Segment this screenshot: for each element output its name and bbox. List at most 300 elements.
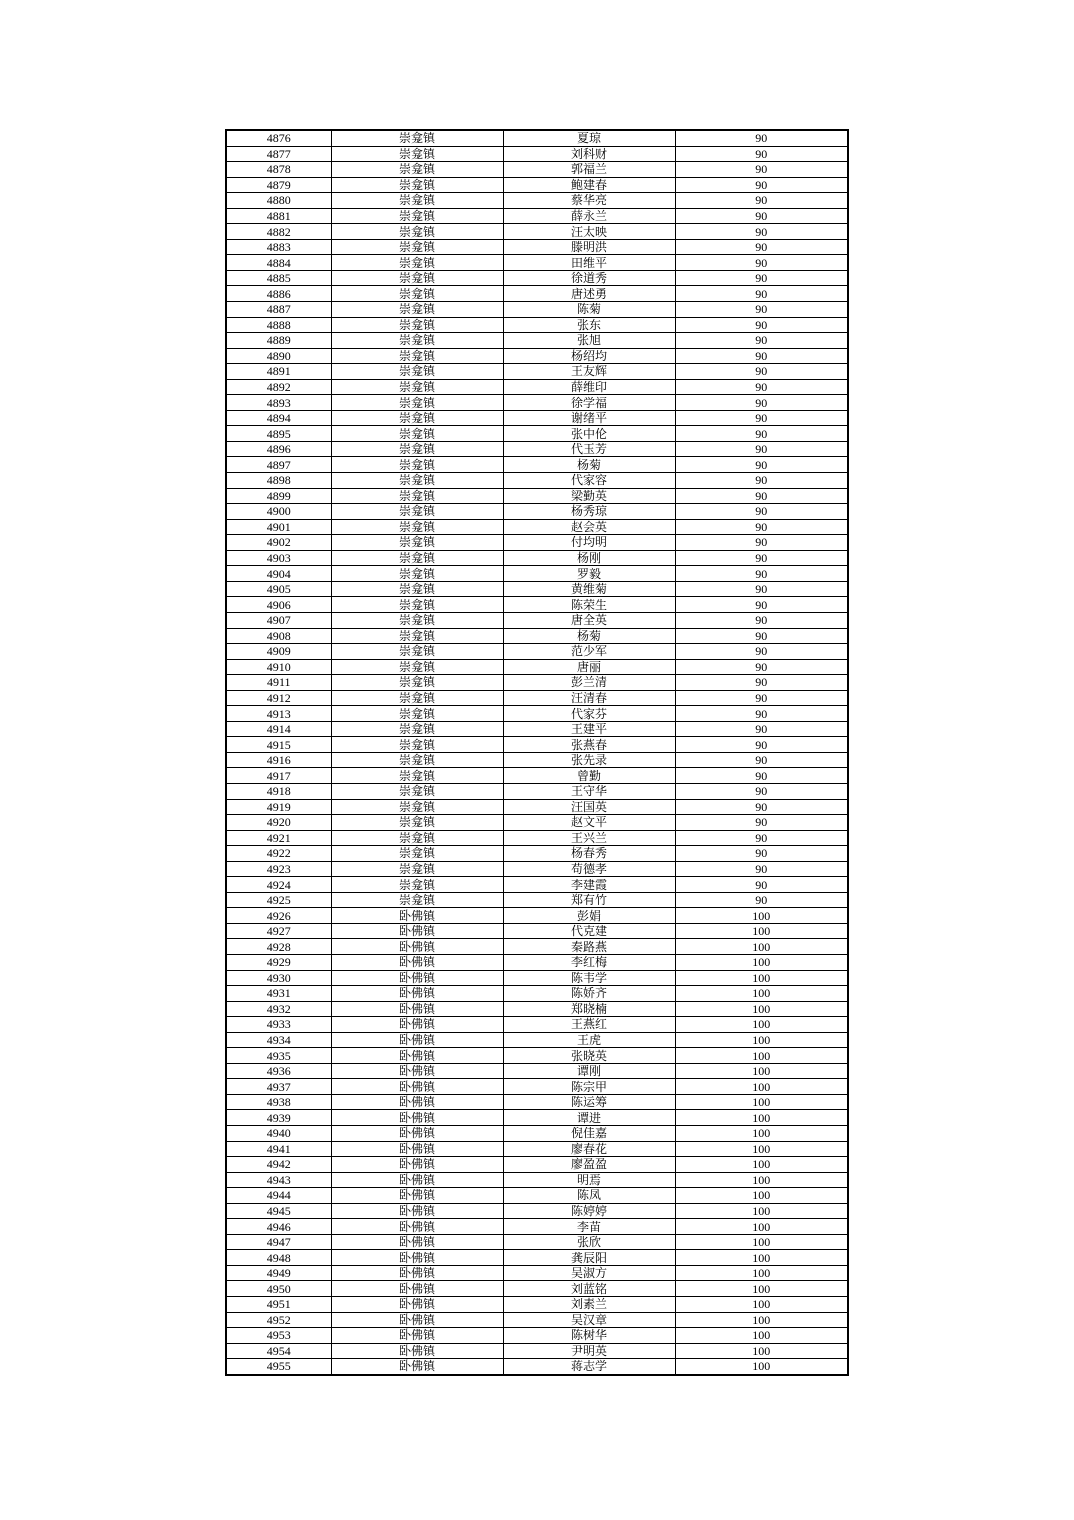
name-cell: 汪清春 (503, 690, 675, 706)
amount-cell: 100 (675, 1328, 848, 1344)
row-number-cell: 4917 (226, 768, 331, 784)
name-cell: 赵会英 (503, 519, 675, 535)
name-cell: 张东 (503, 317, 675, 333)
name-cell: 罗毅 (503, 566, 675, 582)
town-cell: 崇龛镇 (331, 566, 503, 582)
name-cell: 唐丽 (503, 659, 675, 675)
name-cell: 吴淑方 (503, 1265, 675, 1281)
town-cell: 卧佛镇 (331, 1126, 503, 1142)
town-cell: 崇龛镇 (331, 286, 503, 302)
name-cell: 尹明英 (503, 1343, 675, 1359)
name-cell: 刘素兰 (503, 1297, 675, 1313)
amount-cell: 100 (675, 1265, 848, 1281)
amount-cell: 100 (675, 1141, 848, 1157)
name-cell: 陈娇齐 (503, 986, 675, 1002)
amount-cell: 100 (675, 1172, 848, 1188)
name-cell: 刘科财 (503, 146, 675, 162)
name-cell: 薛永兰 (503, 208, 675, 224)
name-cell: 夏琼 (503, 130, 675, 146)
name-cell: 代玉芳 (503, 441, 675, 457)
town-cell: 卧佛镇 (331, 923, 503, 939)
amount-cell: 90 (675, 177, 848, 193)
row-number-cell: 4910 (226, 659, 331, 675)
name-cell: 苟德孝 (503, 861, 675, 877)
name-cell: 张晓英 (503, 1048, 675, 1064)
name-cell: 曾勤 (503, 768, 675, 784)
amount-cell: 90 (675, 861, 848, 877)
row-number-cell: 4909 (226, 644, 331, 660)
town-cell: 卧佛镇 (331, 1234, 503, 1250)
amount-cell: 90 (675, 146, 848, 162)
town-cell: 崇龛镇 (331, 644, 503, 660)
name-cell: 陈婷婷 (503, 1203, 675, 1219)
table-row (226, 1001, 848, 1017)
row-number-cell: 4945 (226, 1203, 331, 1219)
row-number-cell: 4881 (226, 208, 331, 224)
table-row (226, 986, 848, 1002)
name-cell: 王友辉 (503, 364, 675, 380)
row-number-cell: 4927 (226, 923, 331, 939)
town-cell: 崇龛镇 (331, 783, 503, 799)
name-cell: 王虎 (503, 1032, 675, 1048)
name-cell: 陈荣生 (503, 597, 675, 613)
table-row (226, 954, 848, 970)
table-row (226, 1063, 848, 1079)
table-row (226, 675, 848, 691)
table-row (226, 395, 848, 411)
name-cell: 赵文平 (503, 815, 675, 831)
table-row (226, 457, 848, 473)
town-cell: 崇龛镇 (331, 675, 503, 691)
table-row (226, 146, 848, 162)
row-number-cell: 4953 (226, 1328, 331, 1344)
name-cell: 郭福兰 (503, 162, 675, 178)
town-cell: 崇龛镇 (331, 830, 503, 846)
amount-cell: 90 (675, 130, 848, 146)
row-number-cell: 4938 (226, 1094, 331, 1110)
town-cell: 卧佛镇 (331, 1110, 503, 1126)
town-cell: 崇龛镇 (331, 177, 503, 193)
table-row (226, 1234, 848, 1250)
amount-cell: 90 (675, 846, 848, 862)
amount-cell: 90 (675, 208, 848, 224)
row-number-cell: 4916 (226, 752, 331, 768)
row-number-cell: 4893 (226, 395, 331, 411)
amount-cell: 90 (675, 675, 848, 691)
row-number-cell: 4890 (226, 348, 331, 364)
amount-cell: 100 (675, 1001, 848, 1017)
table-row (226, 1048, 848, 1064)
name-cell: 徐学福 (503, 395, 675, 411)
table-row (226, 364, 848, 380)
amount-cell: 90 (675, 566, 848, 582)
amount-cell: 90 (675, 457, 848, 473)
table-row (226, 1188, 848, 1204)
town-cell: 崇龛镇 (331, 317, 503, 333)
town-cell: 崇龛镇 (331, 892, 503, 908)
row-number-cell: 4912 (226, 690, 331, 706)
town-cell: 崇龛镇 (331, 861, 503, 877)
row-number-cell: 4882 (226, 224, 331, 240)
amount-cell: 90 (675, 364, 848, 380)
town-cell: 崇龛镇 (331, 426, 503, 442)
amount-cell: 90 (675, 690, 848, 706)
table-body (226, 130, 848, 1375)
table-row (226, 877, 848, 893)
town-cell: 卧佛镇 (331, 1001, 503, 1017)
amount-cell: 100 (675, 1157, 848, 1173)
town-cell: 崇龛镇 (331, 395, 503, 411)
amount-cell: 100 (675, 1079, 848, 1095)
table-row (226, 908, 848, 924)
table-row (226, 799, 848, 815)
amount-cell: 90 (675, 752, 848, 768)
name-cell: 梁勤英 (503, 488, 675, 504)
amount-cell: 90 (675, 488, 848, 504)
amount-cell: 90 (675, 270, 848, 286)
town-cell: 崇龛镇 (331, 659, 503, 675)
row-number-cell: 4950 (226, 1281, 331, 1297)
row-number-cell: 4883 (226, 239, 331, 255)
amount-cell: 90 (675, 706, 848, 722)
table-row (226, 1219, 848, 1235)
name-cell: 薛维印 (503, 379, 675, 395)
row-number-cell: 4905 (226, 581, 331, 597)
table-row (226, 333, 848, 349)
row-number-cell: 4906 (226, 597, 331, 613)
town-cell: 崇龛镇 (331, 706, 503, 722)
row-number-cell: 4952 (226, 1312, 331, 1328)
town-cell: 卧佛镇 (331, 1063, 503, 1079)
town-cell: 崇龛镇 (331, 815, 503, 831)
town-cell: 卧佛镇 (331, 1172, 503, 1188)
table-row (226, 550, 848, 566)
table-row (226, 1094, 848, 1110)
row-number-cell: 4892 (226, 379, 331, 395)
town-cell: 卧佛镇 (331, 1203, 503, 1219)
row-number-cell: 4922 (226, 846, 331, 862)
row-number-cell: 4931 (226, 986, 331, 1002)
table-row (226, 644, 848, 660)
row-number-cell: 4891 (226, 364, 331, 380)
name-cell: 代家芬 (503, 706, 675, 722)
town-cell: 崇龛镇 (331, 302, 503, 318)
table-row (226, 1297, 848, 1313)
row-number-cell: 4932 (226, 1001, 331, 1017)
table-row (226, 830, 848, 846)
amount-cell: 100 (675, 1203, 848, 1219)
row-number-cell: 4904 (226, 566, 331, 582)
name-cell: 代克建 (503, 923, 675, 939)
town-cell: 卧佛镇 (331, 1297, 503, 1313)
amount-cell: 90 (675, 799, 848, 815)
town-cell: 崇龛镇 (331, 504, 503, 520)
name-cell: 汪国英 (503, 799, 675, 815)
row-number-cell: 4920 (226, 815, 331, 831)
town-cell: 卧佛镇 (331, 1343, 503, 1359)
row-number-cell: 4944 (226, 1188, 331, 1204)
amount-cell: 90 (675, 379, 848, 395)
table-row (226, 628, 848, 644)
name-cell: 李苗 (503, 1219, 675, 1235)
row-number-cell: 4896 (226, 441, 331, 457)
town-cell: 崇龛镇 (331, 441, 503, 457)
name-cell: 谭刚 (503, 1063, 675, 1079)
town-cell: 崇龛镇 (331, 690, 503, 706)
town-cell: 崇龛镇 (331, 752, 503, 768)
town-cell: 卧佛镇 (331, 986, 503, 1002)
table-row (226, 566, 848, 582)
amount-cell: 90 (675, 410, 848, 426)
table-row (226, 162, 848, 178)
table-row (226, 519, 848, 535)
table-row (226, 721, 848, 737)
table-row (226, 410, 848, 426)
town-cell: 崇龛镇 (331, 224, 503, 240)
table-row (226, 1203, 848, 1219)
row-number-cell: 4941 (226, 1141, 331, 1157)
town-cell: 卧佛镇 (331, 1017, 503, 1033)
amount-cell: 90 (675, 612, 848, 628)
town-cell: 崇龛镇 (331, 721, 503, 737)
row-number-cell: 4900 (226, 504, 331, 520)
town-cell: 崇龛镇 (331, 379, 503, 395)
town-cell: 崇龛镇 (331, 846, 503, 862)
table-row (226, 208, 848, 224)
row-number-cell: 4955 (226, 1359, 331, 1375)
amount-cell: 90 (675, 426, 848, 442)
name-cell: 代家容 (503, 473, 675, 489)
table-row (226, 286, 848, 302)
row-number-cell: 4925 (226, 892, 331, 908)
name-cell: 田维平 (503, 255, 675, 271)
town-cell: 卧佛镇 (331, 954, 503, 970)
town-cell: 崇龛镇 (331, 535, 503, 551)
table-row (226, 1359, 848, 1375)
table-row (226, 612, 848, 628)
name-cell: 王兴兰 (503, 830, 675, 846)
row-number-cell: 4930 (226, 970, 331, 986)
amount-cell: 90 (675, 193, 848, 209)
table-row (226, 270, 848, 286)
town-cell: 崇龛镇 (331, 473, 503, 489)
table-row (226, 1312, 848, 1328)
table-row (226, 1172, 848, 1188)
amount-cell: 90 (675, 333, 848, 349)
amount-cell: 90 (675, 628, 848, 644)
table-row (226, 659, 848, 675)
name-cell: 滕明洪 (503, 239, 675, 255)
amount-cell: 90 (675, 815, 848, 831)
town-cell: 卧佛镇 (331, 1265, 503, 1281)
amount-cell: 90 (675, 348, 848, 364)
name-cell: 徐道秀 (503, 270, 675, 286)
name-cell: 陈凤 (503, 1188, 675, 1204)
amount-cell: 90 (675, 737, 848, 753)
name-cell: 杨菊 (503, 628, 675, 644)
row-number-cell: 4935 (226, 1048, 331, 1064)
name-cell: 陈运筹 (503, 1094, 675, 1110)
table-row (226, 1250, 848, 1266)
table-row (226, 1079, 848, 1095)
town-cell: 崇龛镇 (331, 519, 503, 535)
name-cell: 蒋志学 (503, 1359, 675, 1375)
row-number-cell: 4926 (226, 908, 331, 924)
table-row (226, 379, 848, 395)
name-cell: 谢绪平 (503, 410, 675, 426)
table-row (226, 177, 848, 193)
amount-cell: 100 (675, 1343, 848, 1359)
row-number-cell: 4929 (226, 954, 331, 970)
name-cell: 陈宗甲 (503, 1079, 675, 1095)
table-row (226, 488, 848, 504)
amount-cell: 90 (675, 224, 848, 240)
name-cell: 唐述勇 (503, 286, 675, 302)
name-cell: 郑有竹 (503, 892, 675, 908)
table-row (226, 1126, 848, 1142)
town-cell: 卧佛镇 (331, 1281, 503, 1297)
amount-cell: 90 (675, 504, 848, 520)
table-row (226, 783, 848, 799)
row-number-cell: 4902 (226, 535, 331, 551)
table-row (226, 597, 848, 613)
table-row (226, 426, 848, 442)
name-cell: 王守华 (503, 783, 675, 799)
table-row (226, 768, 848, 784)
row-number-cell: 4928 (226, 939, 331, 955)
name-cell: 张燕春 (503, 737, 675, 753)
town-cell: 崇龛镇 (331, 410, 503, 426)
name-cell: 唐全英 (503, 612, 675, 628)
amount-cell: 100 (675, 923, 848, 939)
name-cell: 明焉 (503, 1172, 675, 1188)
amount-cell: 100 (675, 1234, 848, 1250)
name-cell: 廖盈盈 (503, 1157, 675, 1173)
name-cell: 鲍建春 (503, 177, 675, 193)
name-cell: 倪佳嘉 (503, 1126, 675, 1142)
name-cell: 李红梅 (503, 954, 675, 970)
town-cell: 崇龛镇 (331, 799, 503, 815)
row-number-cell: 4877 (226, 146, 331, 162)
table-row (226, 1343, 848, 1359)
amount-cell: 90 (675, 286, 848, 302)
row-number-cell: 4951 (226, 1297, 331, 1313)
town-cell: 卧佛镇 (331, 1157, 503, 1173)
table-row (226, 939, 848, 955)
name-cell: 陈树华 (503, 1328, 675, 1344)
town-cell: 崇龛镇 (331, 208, 503, 224)
name-cell: 张旭 (503, 333, 675, 349)
row-number-cell: 4908 (226, 628, 331, 644)
row-number-cell: 4947 (226, 1234, 331, 1250)
table-row (226, 348, 848, 364)
row-number-cell: 4885 (226, 270, 331, 286)
name-cell: 郑晓楠 (503, 1001, 675, 1017)
row-number-cell: 4921 (226, 830, 331, 846)
row-number-cell: 4939 (226, 1110, 331, 1126)
table-row (226, 923, 848, 939)
name-cell: 范少军 (503, 644, 675, 660)
amount-cell: 90 (675, 302, 848, 318)
amount-cell: 100 (675, 1094, 848, 1110)
amount-cell: 100 (675, 1250, 848, 1266)
row-number-cell: 4886 (226, 286, 331, 302)
amount-cell: 100 (675, 1017, 848, 1033)
table-row (226, 1032, 848, 1048)
amount-cell: 90 (675, 255, 848, 271)
table-row (226, 224, 848, 240)
row-number-cell: 4924 (226, 877, 331, 893)
town-cell: 崇龛镇 (331, 270, 503, 286)
row-number-cell: 4934 (226, 1032, 331, 1048)
row-number-cell: 4880 (226, 193, 331, 209)
town-cell: 卧佛镇 (331, 1219, 503, 1235)
town-cell: 崇龛镇 (331, 597, 503, 613)
town-cell: 崇龛镇 (331, 239, 503, 255)
name-cell: 吴汉章 (503, 1312, 675, 1328)
name-cell: 黄维菊 (503, 581, 675, 597)
town-cell: 崇龛镇 (331, 550, 503, 566)
town-cell: 崇龛镇 (331, 768, 503, 784)
amount-cell: 100 (675, 1063, 848, 1079)
row-number-cell: 4895 (226, 426, 331, 442)
town-cell: 卧佛镇 (331, 1188, 503, 1204)
table-row (226, 302, 848, 318)
amount-cell: 90 (675, 239, 848, 255)
table-row (226, 317, 848, 333)
table-row (226, 535, 848, 551)
town-cell: 卧佛镇 (331, 1359, 503, 1375)
name-cell: 彭兰清 (503, 675, 675, 691)
town-cell: 卧佛镇 (331, 939, 503, 955)
amount-cell: 90 (675, 550, 848, 566)
name-cell: 王建平 (503, 721, 675, 737)
town-cell: 崇龛镇 (331, 193, 503, 209)
amount-cell: 100 (675, 970, 848, 986)
row-number-cell: 4942 (226, 1157, 331, 1173)
amount-cell: 100 (675, 1281, 848, 1297)
town-cell: 崇龛镇 (331, 255, 503, 271)
amount-cell: 100 (675, 1048, 848, 1064)
row-number-cell: 4878 (226, 162, 331, 178)
name-cell: 秦路燕 (503, 939, 675, 955)
amount-cell: 100 (675, 1032, 848, 1048)
town-cell: 卧佛镇 (331, 1079, 503, 1095)
table-row (226, 846, 848, 862)
table-row (226, 1110, 848, 1126)
row-number-cell: 4879 (226, 177, 331, 193)
name-cell: 陈菊 (503, 302, 675, 318)
row-number-cell: 4918 (226, 783, 331, 799)
row-number-cell: 4897 (226, 457, 331, 473)
amount-cell: 90 (675, 317, 848, 333)
town-cell: 卧佛镇 (331, 1032, 503, 1048)
name-cell: 付均明 (503, 535, 675, 551)
name-cell: 蔡华亮 (503, 193, 675, 209)
table-row (226, 581, 848, 597)
amount-cell: 90 (675, 877, 848, 893)
amount-cell: 100 (675, 954, 848, 970)
amount-cell: 100 (675, 986, 848, 1002)
name-cell: 廖春花 (503, 1141, 675, 1157)
table-row (226, 892, 848, 908)
table-row (226, 1017, 848, 1033)
name-cell: 杨秀琼 (503, 504, 675, 520)
row-number-cell: 4888 (226, 317, 331, 333)
amount-cell: 90 (675, 783, 848, 799)
town-cell: 崇龛镇 (331, 364, 503, 380)
name-cell: 谭进 (503, 1110, 675, 1126)
